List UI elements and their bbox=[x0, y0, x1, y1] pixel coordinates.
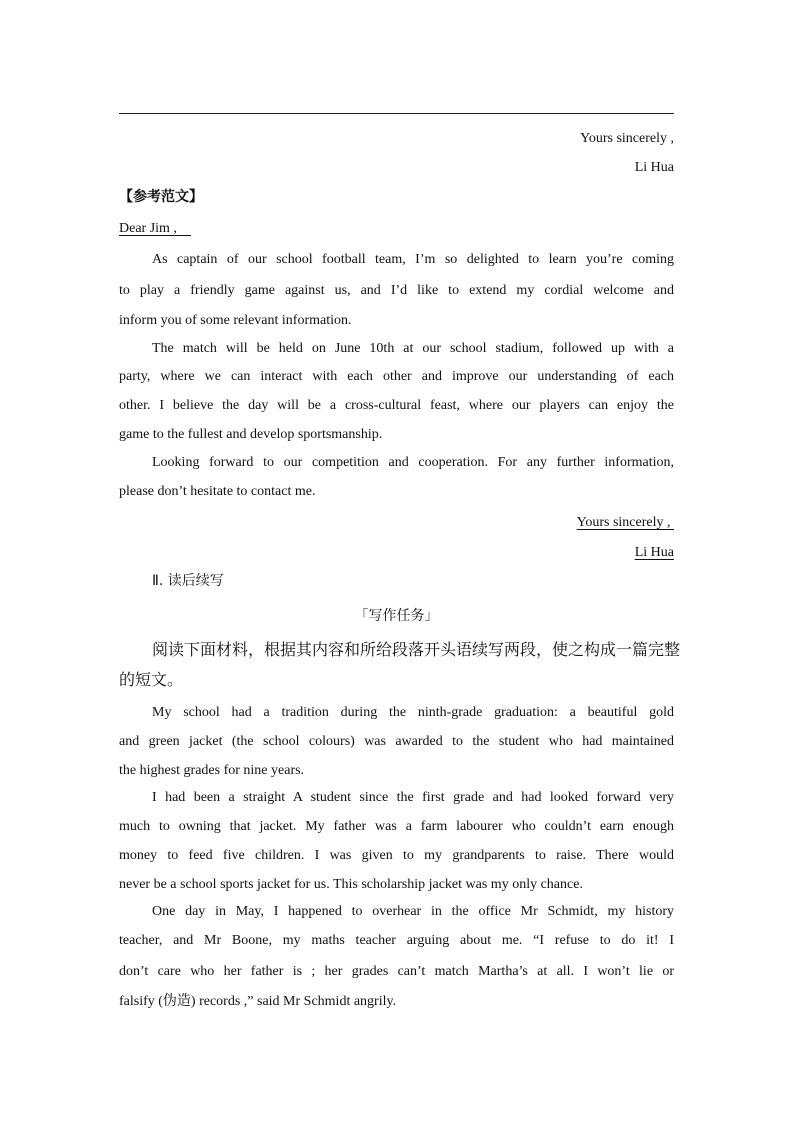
model-closing bbox=[119, 514, 674, 532]
header-rule bbox=[119, 113, 674, 114]
model-p2-line4: game to the fullest and develop sportsmanship. bbox=[119, 427, 383, 442]
section2-title: Ⅱ. 读后续写 bbox=[152, 573, 224, 589]
story-p3-line4: falsify (伪造) records ,” said Mr Schmidt angrily. bbox=[119, 994, 397, 1009]
model-p2-line2: party, where we can interact with each other and improve our understanding of each bbox=[119, 369, 674, 384]
story-p3-line1: One day in May, I happened to overhear in the office Mr Schmidt, my history bbox=[152, 904, 674, 919]
model-p2-line3: other. I believe the day will be a cross-cultural feast, where our players can enjoy the bbox=[119, 398, 674, 413]
model-p3-line1: Looking forward to our competition and cooperation. For any further information, bbox=[152, 455, 674, 470]
story-p2-line2: much to owning that jacket. My father was a farm labourer who couldn’t earn enough bbox=[119, 819, 674, 834]
story-p1-line3: the highest grades for nine years. bbox=[119, 763, 305, 778]
model-p3-line2: please don’t hesitate to contact me. bbox=[119, 484, 316, 499]
model-closing-text: Yours sincerely , bbox=[576, 515, 671, 530]
story-p2-line1: I had been a straight A student since the first grade and had looked forward very bbox=[152, 790, 674, 805]
model-heading: 【参考范文】 bbox=[119, 189, 203, 205]
model-signature bbox=[119, 544, 674, 562]
model-p1-line3: inform you of some relevant information. bbox=[119, 313, 352, 328]
model-p2-line1: The match will be held on June 10th at our school stadium, followed up with a bbox=[152, 341, 674, 356]
instruction-line2: 的短文。 bbox=[119, 670, 184, 689]
model-p1-line2: to play a friendly game against us, and I’d like to extend my cordial welcome and bbox=[119, 283, 674, 298]
story-p1-line1: My school had a tradition during the ninth-grade graduation: a beautiful gold bbox=[152, 705, 674, 720]
prev-signature: Li Hua bbox=[634, 160, 674, 175]
story-p2-line4: never be a school sports jacket for us. This scholarship jacket was my only chance. bbox=[119, 877, 583, 892]
prev-closing: Yours sincerely , bbox=[580, 131, 674, 146]
task-label: 「写作任务」 bbox=[354, 608, 439, 624]
instruction-line1: 阅读下面材料，根据其内容和所给段落开头语续写两段，使之构成一篇完整 bbox=[152, 640, 681, 659]
story-p3-line2: teacher, and Mr Boone, my maths teacher arguing about me. “I refuse to do it! I bbox=[119, 933, 674, 948]
story-p1-line2: and green jacket (the school colours) was awarded to the student who had maintained bbox=[119, 734, 674, 749]
model-signature-text: Li Hua bbox=[634, 545, 674, 560]
salutation bbox=[119, 220, 674, 238]
salutation-text: Dear Jim , bbox=[119, 221, 177, 236]
model-p1-line1: As captain of our school football team, I’m so delighted to learn you’re coming bbox=[152, 252, 674, 267]
story-p3-line3: don’t care who her father is ; her grades can’t match Martha’s at all. I won’t lie or bbox=[119, 964, 674, 979]
story-p2-line3: money to feed five children. I was given to my grandparents to raise. There would bbox=[119, 848, 674, 863]
